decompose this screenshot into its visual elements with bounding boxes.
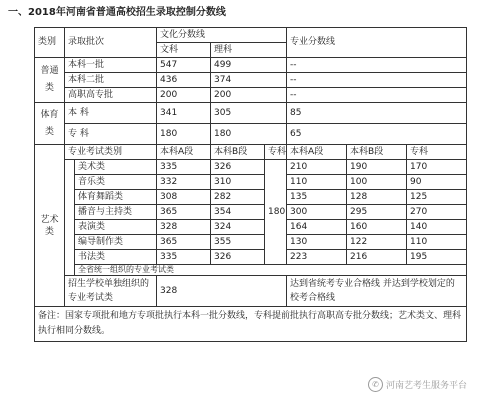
art-major-zk: 110 [407, 235, 467, 250]
art-school-culture: 328 [157, 276, 287, 307]
table-row [35, 73, 467, 88]
wenke-score: 200 [157, 88, 211, 103]
art-type-name: 编导制作类 [75, 235, 157, 250]
category-sports: 体育类 [35, 103, 65, 145]
like-score: 180 [211, 124, 287, 145]
table-row [35, 265, 467, 276]
art-major-zk: 90 [407, 175, 467, 190]
art-spacer-cell [65, 160, 75, 276]
art-type-name: 音乐类 [75, 175, 157, 190]
wenke-score: 436 [157, 73, 211, 88]
wenke-score: 180 [157, 124, 211, 145]
art-major-a: 210 [287, 160, 347, 175]
wechat-icon: ✆ [368, 377, 383, 392]
art-bk-a: 365 [157, 205, 211, 220]
art-bk-a: 328 [157, 220, 211, 235]
art-major-zk: 140 [407, 220, 467, 235]
note-row [35, 307, 467, 342]
score-table [34, 27, 467, 342]
art-major-b-header: 本科B段 [347, 145, 407, 160]
art-bk-b: 354 [211, 205, 265, 220]
header-culture: 文化分数线 [157, 28, 287, 43]
table-row [35, 250, 467, 265]
batch-cell: 本 科 [65, 103, 157, 124]
art-bk-a: 335 [157, 160, 211, 175]
table-row [35, 190, 467, 205]
art-major-b: 216 [347, 250, 407, 265]
like-score: 200 [211, 88, 287, 103]
art-major-b: 128 [347, 190, 407, 205]
header-wenke: 文科 [157, 43, 211, 58]
batch-cell: 本科一批 [65, 58, 157, 73]
major-score: -- [287, 73, 467, 88]
art-major-a-header: 本科A段 [287, 145, 347, 160]
table-row [35, 124, 467, 145]
table-row [35, 58, 467, 73]
table-row [35, 160, 467, 175]
batch-cell: 高职高专批 [65, 88, 157, 103]
art-major-b: 190 [347, 160, 407, 175]
art-major-b: 100 [347, 175, 407, 190]
like-score: 374 [211, 73, 287, 88]
art-bk-a: 308 [157, 190, 211, 205]
art-type-name: 美术类 [75, 160, 157, 175]
header-row-1 [35, 28, 467, 43]
art-bk-a: 365 [157, 235, 211, 250]
art-major-a: 300 [287, 205, 347, 220]
art-major-zk-header: 专科 [407, 145, 467, 160]
table-row [35, 276, 467, 307]
art-major-b: 122 [347, 235, 407, 250]
like-score: 305 [211, 103, 287, 124]
table-row [35, 235, 467, 250]
art-major-b: 295 [347, 205, 407, 220]
art-bk-b: 355 [211, 235, 265, 250]
table-row [35, 220, 467, 235]
major-score: -- [287, 88, 467, 103]
header-category: 类别 [35, 28, 65, 58]
art-type-name: 体育舞蹈类 [75, 190, 157, 205]
art-major-zk: 125 [407, 190, 467, 205]
art-bk-b-header: 本科B段 [211, 145, 265, 160]
art-major-zk: 270 [407, 205, 467, 220]
art-major-zk: 195 [407, 250, 467, 265]
art-bk-b: 310 [211, 175, 265, 190]
wenke-score: 341 [157, 103, 211, 124]
table-row [35, 175, 467, 190]
batch-cell: 本科二批 [65, 73, 157, 88]
art-major-a: 110 [287, 175, 347, 190]
art-major-a: 130 [287, 235, 347, 250]
art-group-label: 全省统一组织的专业考试类 [75, 265, 467, 276]
table-row [35, 88, 467, 103]
major-score: 85 [287, 103, 467, 124]
art-bk-b: 326 [211, 160, 265, 175]
art-type-name: 播音与主持类 [75, 205, 157, 220]
art-school-major: 达到省统考专业合格线 并达到学校划定的校考合格线 [287, 276, 467, 307]
art-bk-a: 335 [157, 250, 211, 265]
art-school-label: 招生学校单独组织的专业考试类 [65, 276, 157, 307]
category-art: 艺术类 [35, 145, 65, 307]
art-subheader-row [35, 145, 467, 160]
art-bk-b: 326 [211, 250, 265, 265]
wenke-score: 547 [157, 58, 211, 73]
header-major: 专业分数线 [287, 28, 467, 58]
page-title: 一、2018年河南省普通高校招生录取控制分数线 [8, 7, 226, 18]
note-text: 备注：国家专项批和地方专项批执行本科一批分数线，专科提前批执行高职高专批分数线；艺术类文、理科执行相同分数线。 [35, 307, 467, 342]
art-bk-a: 332 [157, 175, 211, 190]
art-major-a: 164 [287, 220, 347, 235]
batch-cell: 专 科 [65, 124, 157, 145]
major-score: -- [287, 58, 467, 73]
art-major-b: 160 [347, 220, 407, 235]
art-bk-a-header: 本科A段 [157, 145, 211, 160]
category-general: 普通类 [35, 58, 65, 103]
art-type-name: 书法类 [75, 250, 157, 265]
like-score: 499 [211, 58, 287, 73]
watermark [368, 377, 467, 392]
art-zk-header: 专科 [265, 145, 287, 160]
major-score: 65 [287, 124, 467, 145]
art-major-a: 135 [287, 190, 347, 205]
table-row [35, 205, 467, 220]
art-major-zk: 170 [407, 160, 467, 175]
table-row [35, 103, 467, 124]
header-like: 理科 [211, 43, 287, 58]
art-major-a: 223 [287, 250, 347, 265]
header-batch: 录取批次 [65, 28, 157, 58]
art-bk-b: 324 [211, 220, 265, 235]
art-exam-type-header: 专业考试类别 [65, 145, 157, 160]
watermark-text: 河南艺考生服务平台 [385, 381, 467, 391]
art-type-name: 表演类 [75, 220, 157, 235]
art-bk-b: 282 [211, 190, 265, 205]
art-zk-value: 180 [265, 160, 287, 265]
